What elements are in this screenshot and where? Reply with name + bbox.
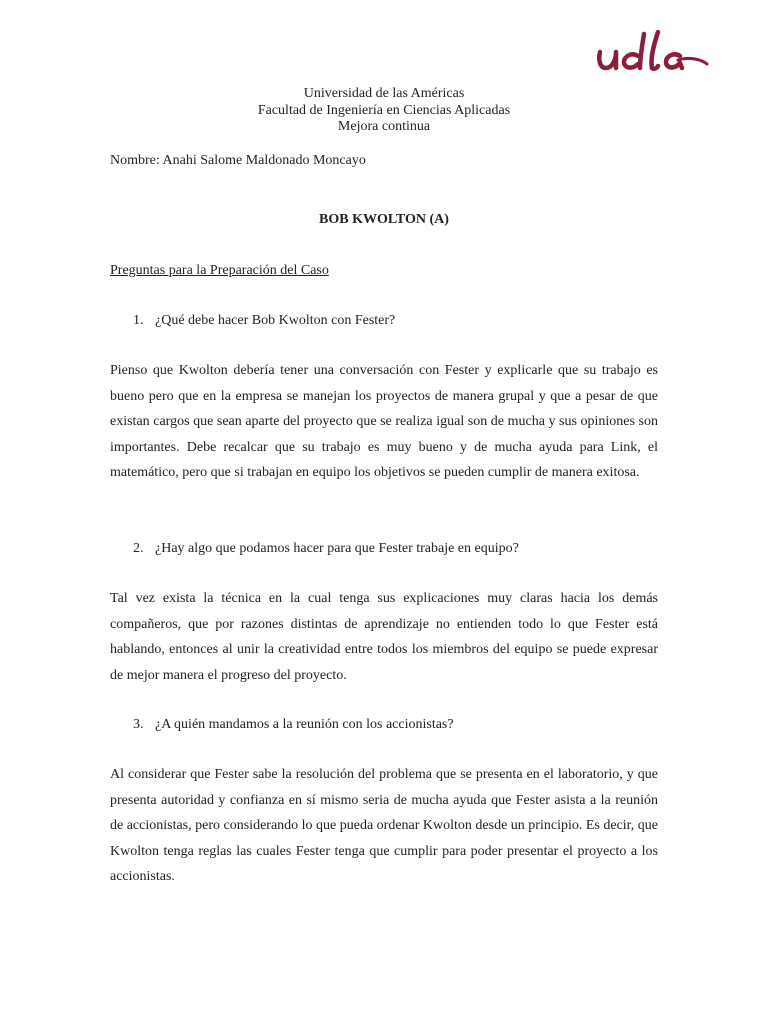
answer-1: Pienso que Kwolton debería tener una conversación con Fester y explicarle que su trabajo es bueno pero que en la empresa se manejan los proyectos de manera grupal y que a pesar de que existan cargos que sean aparte del proyecto que se realiza igual son de mucha y sus opiniones son importantes. Debe recalcar que su trabajo es muy bueno y de mucha ayuda para Link, el matemático, pero que si trabajan en equipo los objetivos se pueden cumplir de manera exitosa. [110,363,658,481]
question-1 [133,313,395,329]
question-3 [133,717,454,733]
course-name: Mejora continua [337,119,431,134]
section-heading: Preguntas para la Preparación del Caso [110,263,329,278]
document-header [0,86,768,136]
question-number: 1. [133,313,144,328]
case-title: BOB KWOLTON (A) [319,212,449,227]
university-name: Universidad de las Américas [303,86,465,101]
question-2 [133,541,519,557]
faculty-name: Facultad de Ingeniería en Ciencias Aplicadas [257,102,511,118]
question-text: ¿Hay algo que podamos hacer para que Fester trabaje en equipo? [155,541,519,556]
answer-3: Al considerar que Fester sabe la resolución del problema que se presenta en el laboratorio, y que presenta autoridad y confianza en sí mismo seria de mucha ayuda que Fester asista a la reunión de accionistas, pero considerando lo que pueda ordenar Kwolton desde un principio. Es decir, que Kwolton tenga reglas las cuales Fester tenga que cumplir para poder presentar el proyecto a los accionistas. [110,767,658,885]
udla-logo [594,30,710,82]
question-text: ¿Qué debe hacer Bob Kwolton con Fester? [155,313,396,328]
question-text: ¿A quién mandamos a la reunión con los accionistas? [155,717,454,732]
question-number: 3. [133,717,144,732]
answer-2: Tal vez exista la técnica en la cual tenga sus explicaciones muy claras hacia los demás compañeros, que por razones distintas de aprendizaje no entienden todo lo que Fester está hablando, entonces al unir la creatividad entre todos los miembros del equipo se puede expresar de mejor manera el progreso del proyecto. [110,591,658,683]
student-name: Nombre: Anahi Salome Maldonado Moncayo [110,153,366,168]
question-number: 2. [133,541,144,556]
